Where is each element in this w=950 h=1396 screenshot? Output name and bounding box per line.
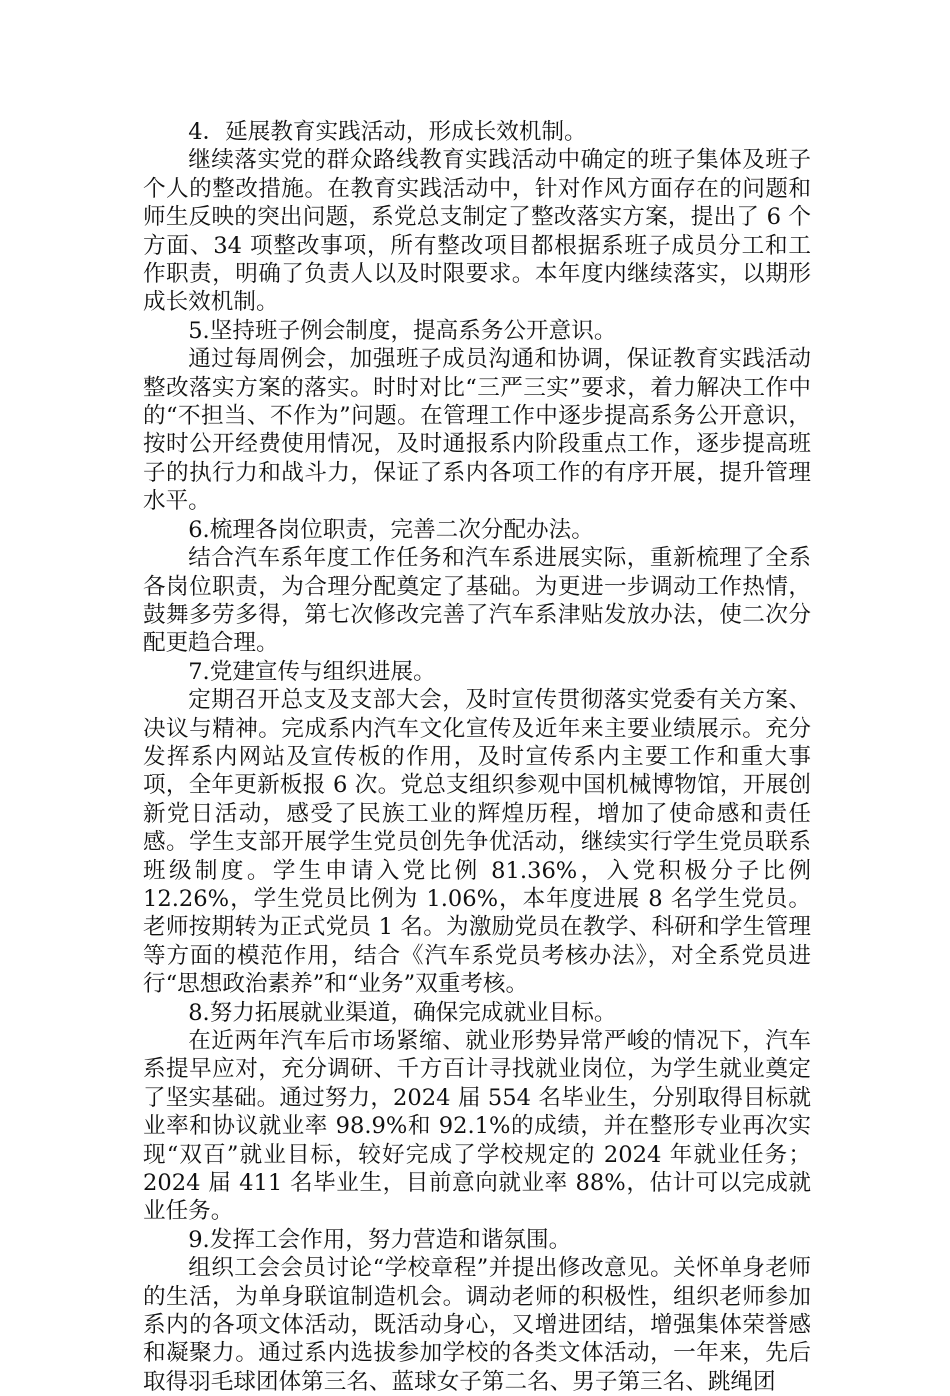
section-heading: 9.发挥工会作用，努力营造和谐氛围。 [188,1226,572,1253]
section-9 [143,1226,811,1396]
section-heading: 6.梳理各岗位职责，完善二次分配办法。 [188,516,594,543]
document-page [143,118,811,1396]
section-7 [143,658,811,999]
section-paragraph: 继续落实党的群众路线教育实践活动中确定的班子集体及班子个人的整改措施。在教育实践活动中，针对作风方面存在的问题和师生反映的突出问题，系党总支制定了整改落实方案，提出了 6 个方面、34 项整改事项，所有整改项目都根据系班子成员分工和工作职责，明确了负责人以及时限要求。本年度内继续落实，以期形成长效机制。 [143,147,811,316]
section-heading: 7.党建宣传与组织进展。 [188,658,436,685]
section-4 [143,118,811,317]
section-heading: 5.坚持班子例会制度，提高系务公开意识。 [188,317,617,344]
section-6 [143,516,811,658]
section-paragraph: 通过每周例会，加强班子成员沟通和协调，保证教育实践活动整改落实方案的落实。时时对比“三严三实”要求，着力解决工作中的“不担当、不作为”问题。在管理工作中逐步提高系务公开意识，按时公开经费使用情况，及时通报系内阶段重点工作，逐步提高班子的执行力和战斗力，保证了系内各项工作的有序开展，提升管理水平。 [143,346,811,515]
section-8 [143,999,811,1226]
section-paragraph: 结合汽车系年度工作任务和汽车系进展实际，重新梳理了全系各岗位职责，为合理分配奠定了基础。为更进一步调动工作热情，鼓舞多劳多得，第七次修改完善了汽车系津贴发放办法，使二次分配更趋合理。 [143,545,811,657]
section-paragraph: 定期召开总支及支部大会，及时宣传贯彻落实党委有关方案、决议与精神。完成系内汽车文化宣传及近年来主要业绩展示。充分发挥系内网站及宣传板的作用，及时宣传系内主要工作和重大事项，全年更新板报 6 次。党总支组织参观中国机械博物馆，开展创新党日活动，感受了民族工业的辉煌历程，增加了使命感和责任感。学生支部开展学生党员创先争优活动，继续实行学生党员联系班级制度。学生申请入党比例 81.36%，入党积极分子比例 12.26%，学生党员比例为 1.06%，本年度进展 8 名学生党员。老师按期转为正式党员 1 名。为激励党员在教学、科研和学生管理等方面的模范作用，结合《汽车系党员考核办法》，对全系党员进行“思想政治素养”和“业务”双重考核。 [143,687,811,998]
section-heading: 8.努力拓展就业渠道，确保完成就业目标。 [188,999,617,1026]
section-paragraph: 在近两年汽车后市场紧缩、就业形势异常严峻的情况下，汽车系提早应对，充分调研、千方百计寻找就业岗位，为学生就业奠定了坚实基础。通过努力，2024 届 554 名毕业生，分别取得目标就业率和协议就业率 98.9%和 92.1%的成绩，并在整形专业再次实现“双百”就业目标，较好完成了学校规定的 2024 年就业任务；2024 届 411 名毕业生，目前意向就业率 88%，估计可以完成就业任务。 [143,1028,811,1225]
section-heading: 4．延展教育实践活动，形成长效机制。 [188,119,587,145]
section-paragraph: 组织工会会员讨论“学校章程”并提出修改意见。关怀单身老师的生活，为单身联谊制造机会。调动老师的积极性，组织老师参加系内的各项文体活动，既活动身心，又增进团结，增强集体荣誉感和凝聚力。通过系内选拔参加学校的各类文体活动，一年来，先后取得羽毛球团体第三名、蓝球女子第二名、男子第三名、跳绳团 [143,1255,811,1395]
section-5 [143,317,811,516]
